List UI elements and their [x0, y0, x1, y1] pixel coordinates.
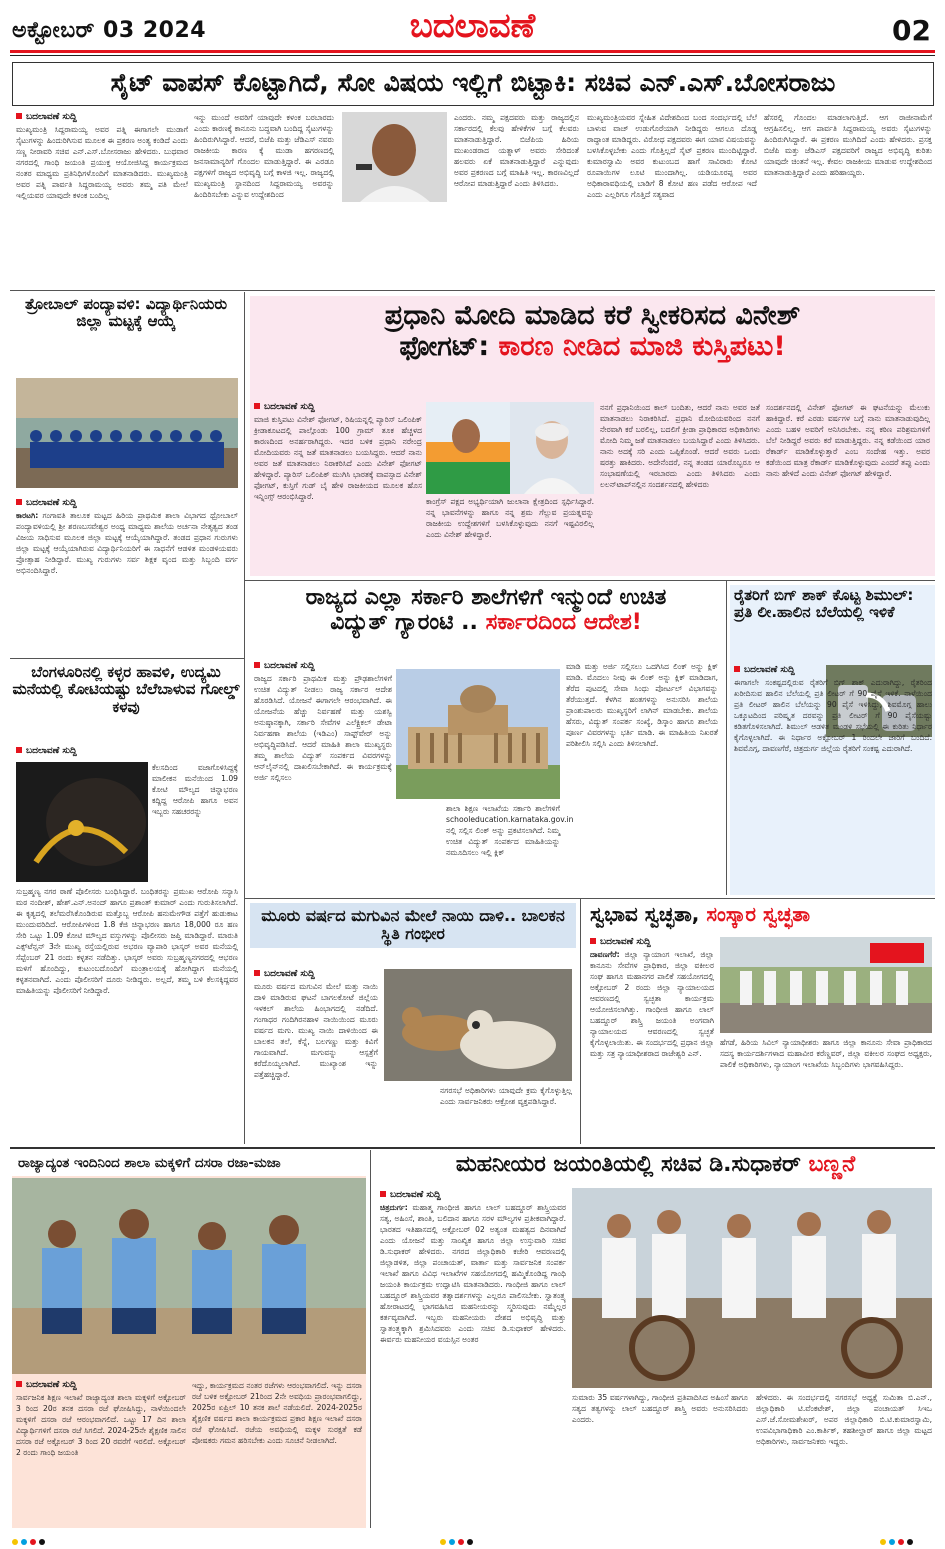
- footer-dots-center: [440, 1530, 476, 1540]
- story-headline[interactable]: ಸೈಟ್ ವಾಪಸ್ ಕೊಟ್ಟಾಗಿದೆ, ಸೋ ವಿಷಯ ಇಲ್ಲಿಗೆ ಬಿಟ್ಟಾಕಿ: ಸಚಿವ ಎನ್.ಎಸ್.ಬೋಸರಾಜು: [12, 62, 934, 106]
- minister-event-photo: [572, 1188, 932, 1388]
- children-photo: [12, 1178, 366, 1374]
- headline-highlight: ಬಣ್ಣನೆ: [808, 1152, 856, 1177]
- story-column: ಮಾಜಿ ಕುಸ್ತಿಪಟು ವಿನೇಶ್ ಫೋಗಟ್, ರಿಷಿಯನ್ನಲ್ಲಿ ಪ್ಯಾರಿಸ್ ಒಲಿಂಪಿಕ್ ಕ್ರೀಡಾಕೂಟದಲ್ಲಿ ಪಾಲ್ಗೊಂಡು 100 ಗ್ರಾಮ್ ತೂಕ ಹೆಚ್ಚಳದ ಕಾರಣದಿಂದ ಅನರ್ಹರಾಗಿದ್ದರು. ಇದರ ಬಳಿಕ ಪ್ರಧಾನಿ ನರೇಂದ್ರ ಮೋದಿಯವರು ನನ್ನ ಜತೆ ಮಾತನಾಡಲು ಬಯಸಿದ್ದರು. ಆದರೆ ನಾನು ಅವರ ಜತೆ ಮಾತನಾಡಲು ನಿರಾಕರಿಸಿದೆ ಎಂದು ವಿನೇಶ್ ಫೋಗಟ್ ಹೇಳಿದ್ದಾರೆ. ಪ್ಯಾರಿಸ್ ಒಲಿಂಪಿಕ್ ಮುಗಿಸಿ ಭಾರತಕ್ಕೆ ವಾಪಸ್ಸಾದ ವಿನೇಶ್ ಫೋಗಟ್, ಕುಸ್ತಿಗೆ ಗುಡ್ ಬೈ ಹೇಳಿ ರಾಜಕೀಯದ ಮೂಲಕ ಹೊಸ ಇನ್ನಿಂಗ್ಸ್ ಆರಂಭಿಸಿದ್ದಾರೆ.: [254, 415, 422, 501]
- story-dog-attack: [250, 903, 576, 1143]
- portrait-image: [342, 112, 447, 202]
- story-headline[interactable]: ತ್ರೋಬಾಲ್ ಪಂದ್ಯಾವಳಿ: ವಿದ್ಯಾರ್ಥಿನಿಯರು ಜಿಲ್ಲಾ ಮಟ್ಟಕ್ಕೆ ಆಯ್ಕೆ: [24, 295, 228, 331]
- story-column: ಸಾರ್ವಜನಿಕ ಶಿಕ್ಷಣ ಇಲಾಖೆ ರಾಜ್ಯಾದ್ಯಂತ ಶಾಲಾ ಮಕ್ಕಳಿಗೆ ಅಕ್ಟೋಬರ್ 3 ರಿಂದ 20ರ ತನಕ ದಸರಾ ರಜೆ ಘೋಷಿಸಿದ್ದು, ನಾಳೆಯಿಂದಲೇ ಮಕ್ಕಳಿಗೆ ದಸರಾ ರಜೆ ಆರಂಭವಾಗಲಿದೆ. ಒಟ್ಟು 17 ದಿನ ಶಾಲಾ ವಿದ್ಯಾರ್ಥಿಗಳಿಗೆ ದಸರಾ ರಜೆ ಸಿಗಲಿದೆ. 2024-25ನೇ ಶೈಕ್ಷಣಿಕ ಸಾಲಿನ ದಸರಾ ರಜೆ ಅಕ್ಟೋಬರ್ 3 ರಿಂದ 20 ರವರೆಗೆ ಇರಲಿದೆ. ಅಕ್ಟೋಬರ್ 2 ರಂದು ಗಾಂಧಿ ಜಯಂತಿ: [16, 1393, 186, 1457]
- byline: ಬದಲಾವಣೆ ಸುದ್ದಿ: [254, 661, 315, 671]
- story-headline[interactable]: ರೈತರಿಗೆ ಬಿಗ್ ಶಾಕ್ ಕೊಟ್ಟ ಶಿಮುಲ್: ಪ್ರತಿ ಲೀ.ಹಾಲಿನ ಬೆಲೆಯಲ್ಲಿ ಇಳಿಕೆ: [734, 586, 914, 622]
- section-divider: [10, 658, 244, 659]
- story-gandhi-jayanti: [376, 1152, 935, 1528]
- page-number: 02: [892, 14, 931, 47]
- politicians-image: [426, 402, 594, 494]
- byline: ಬದಲಾವಣೆ ಸುದ್ದಿ: [16, 746, 77, 756]
- footer-dots-left: [12, 1530, 48, 1540]
- dogs-photo: [384, 969, 572, 1081]
- headline-name: ಫೋಗಟ್:: [399, 331, 490, 363]
- students-image: [16, 378, 238, 488]
- story-body: ಸುಬ್ರಹ್ಮಣ್ಯ ನಗರ ಠಾಣೆ ಪೊಲೀಸರು ಬಂಧಿಸಿದ್ದಾರೆ. ಬಂಧಿತರನ್ನು ಪ್ರಮುಖ ಆರೋಪಿ ಸನ್ಯಾಸಿ ಮಠ ನಂದೀಶ್, ಹೇಶ್.ಎನ್.ಅನಂದ್ ಹಾಗೂ ಪ್ರಶಾಂತ್ ಕುಮಾರ್ ಎಂದು ಗುರುತಿಸಲಾಗಿದೆ. ಈ ಕೃತ್ಯದಲ್ಲಿ ತಲೆಮರೆಸಿಕೊಂಡಿರುವ ಮತ್ತೊಬ್ಬ ಆರೋಪಿ ಹನುಮೇಗೌಡ ಪತ್ತೆಗೆ ಹುಡುಕಾಟ ಮುಂದುವರಿದಿದೆ. ಆರೋಪಿಗಳಿಂದ 1.8 ಕೆಜಿ ಚಿನ್ನಾಭರಣ ಹಾಗೂ 18,000 ರೂ ಹಣ ಸೇರಿ ಒಟ್ಟು 1.09 ಕೋಟಿ ಮೌಲ್ಯದ ವಸ್ತುಗಳನ್ನು ಪೊಲೀಸರು ಜಪ್ತಿ ಮಾಡಿದ್ದಾರೆ. ಮಾರುತಿ ಎಕ್ಸ್‌ಟೆನ್ಷನ್ 3ನೇ ಮುಖ್ಯ ರಸ್ತೆಯಲ್ಲಿರುವ ಅಭರಣ ವ್ಯಾಪಾರಿ ಭಾಸ್ಕರ್ ಅವರ ಮನೆಯಲ್ಲಿ ಸೆಪ್ಟೆಂಬರ್ 21 ರಂದು ಕಳ್ಳತನ ನಡೆದಿತ್ತು. ಭಾಸ್ಕರ್ ಅವರು ಸುಬ್ರಹ್ಮಣ್ಯನಗರದಲ್ಲಿ ಆಭರಣ ಮಳಿಗೆ ಹೊಂದಿದ್ದು, ಕುಟುಂಬದೊಂದಿಗೆ ಮಂತ್ರಾಲಯಕ್ಕೆ ಹೋಗಿದ್ದಾಗ ಮನೆಯಲ್ಲಿ ಕಳ್ಳತನವಾಗಿದೆ. ಎಂದು ಪೊಲೀಸರಿಗೆ ದೂರು ನೀಡಿದ್ದರು. ಅಲ್ಲದೆ, ತಮ್ಮ ಬಳಿ ಕೆಲಸಕ್ಕಿದ್ದವರ ಮಾಹಿತಿಯನ್ನು ಪೊಲೀಸರಿಗೆ ನೀಡಿದ್ದಾರೆ.: [16, 887, 238, 995]
- column-divider: [726, 580, 727, 895]
- header-rule: [10, 50, 935, 53]
- image-caption: ನಗರಸಭೆ ಅಧಿಕಾರಿಗಳು ಯಾವುದೇ ಕ್ರಮ ಕೈಗೊಳ್ಳುತ್ತಿಲ್ಲ ಎಂದು ಸಾರ್ವಜನಿಕರು ಆಕ್ರೋಶ ವ್ಯಕ್ತಪಡಿಸಿದ್ದಾರೆ.: [440, 1086, 572, 1106]
- story-headline[interactable]: [376, 1152, 935, 1177]
- story-column: ಕೆಲಸದಿಂದ ವಜಾಗೊಳಿಸಿದ್ದಕ್ಕೆ ಮಾಲೀಕನ ಮನೆಯಿಂದ 1.09 ಕೋಟಿ ಮೌಲ್ಯದ ಚಿನ್ನಾಭರಣ ಕದ್ದಿದ್ದ ಆರೋಪಿ ಹಾಗೂ ಅವನ ಇಬ್ಬರು ಸಹಚರರನ್ನು: [152, 763, 238, 816]
- headline-line1: ಪ್ರಧಾನಿ ಮೋದಿ ಮಾಡಿದ ಕರೆ ಸ್ವೀಕರಿಸದ ವಿನೇಶ್: [384, 300, 801, 331]
- story-column: ಇನ್ನು ಮುಂದೆ ಅವರಿಗೆ ಯಾವುದೇ ಕಳಂಕ ಬರಬಾರದು ಎಂದು ಕಾರಣಕ್ಕೆ ಕಾನೂನು ಬದ್ಧವಾಗಿ ಬಂದಿದ್ದ ಸೈಟುಗಳನ್ನು ಹಿಂದಿರುಗಿಸಿದ್ದಾರೆ. ಆದರೆ, ಬಿಜೆಪಿ ಮತ್ತು ಜೆಡಿಎಸ್ ನವರು ರಾಜಕೀಯ ಕಾರಣ ಕ್ಕೆ ಮುಡಾ ಹಗರಣದಲ್ಲಿ ಜನಸಾಮಾನ್ಯರಿಗೆ ಗೊಂದಲ ಮಾಡುತ್ತಿದ್ದಾರೆ. ಈ ಎರಡೂ ಪಕ್ಷಗಳಿಗೆ ರಾಜ್ಯದ ಅಭಿವೃದ್ಧಿ ಬಗ್ಗೆ ಕಾಳಜಿ ಇಲ್ಲ. ರಾಜ್ಯದಲ್ಲಿ ಮುಖ್ಯಮಂತ್ರಿ ಸ್ಥಾನದಿಂದ ಸಿದ್ದರಾಮಯ್ಯ ಅವರನ್ನು ಹಿಂದಿರಿಸಬೇಕು ಎನ್ನುವ ಉದ್ದೇಶದಿಂದ: [194, 113, 334, 199]
- story-headline[interactable]: [590, 903, 935, 926]
- story-swachhata: [586, 903, 935, 1143]
- masthead-title: ಬದಲಾವಣೆ: [409, 6, 536, 46]
- cleaning-photo: [720, 937, 932, 1033]
- dateline: ಚಿತ್ರದುರ್ಗ:: [380, 1203, 408, 1212]
- story-throwball: [12, 296, 240, 656]
- image-caption: ಶಾಲಾ ಶಿಕ್ಷಣ ಇಲಾಖೆಯ ಸರ್ಕಾರಿ ಶಾಲೆಗಳಿಗೆ schooleducation.karnataka.gov.in ನಲ್ಲಿ ಸಲ್ಲಿಸ ಲಿಂಕ್ ಅನ್ನು ಪ್ರಕಟಿಸಲಾಗಿದೆ. ನಿಮ್ಮ ಉಚಿತ ವಿದ್ಯುತ್ ಸಂಪರ್ಕದ ಮಾಹಿತಿಯನ್ನು ನಮೂದಿಸಲು ಇಲ್ಲಿ ಕ್ಲಿಕ್: [446, 804, 574, 857]
- byline: ಬದಲಾವಣೆ ಸುದ್ದಿ: [254, 969, 315, 979]
- story-bosaraju: [12, 62, 934, 287]
- story-column: ಮಾಡಿ ಮತ್ತು ಅರ್ಜಿ ಸಲ್ಲಿಸಲು ಒದಗಿಸಿದ ಲಿಂಕ್ ಅನ್ನು ಕ್ಲಿಕ್ ಮಾಡಿ. ಮೊದಲು ನೀವು ಈ ಲಿಂಕ್ ಅನ್ನು ಕ್ಲಿಕ್ ಮಾಡಿದಾಗ, ತೆರೆದ ಪುಟದಲ್ಲಿ ಸೇವಾ ಸಿಂಧು ಪೋರ್ಟಲ್ ವಿಭಾಗವನ್ನು ತೆರೆಯುತ್ತದೆ. ಕೆಳಗಿನ ಹಂತಗಳನ್ನು ಅನುಸರಿಸಿ ಶಾಲೆಯ ಪ್ರಾಂಶುಪಾಲರು ಮುಖ್ಯಸ್ಥರಿಗೆ ಲಾಗಿನ್ ಮಾಡಬೇಕು. ಶಾಲೆಯ ಹೆಸರು, ವಿದ್ಯುತ್ ಸಂಪರ್ಕ ಸಂಖ್ಯೆ, ಡಿಸ್ಕಾಂ ಹಾಗೂ ಶಾಲೆಯ ಪೂರ್ಣ ವಿವರಗಳನ್ನು ಭರ್ತಿ ಮಾಡಿ. ಈ ಮಾಹಿತಿಯ ನಿಖರತೆ ಪರಿಶೀಲಿಸಿ ಸಲ್ಲಿಸಿ ಎಂದು ತಿಳಿಸಲಾಗಿದೆ.: [566, 662, 718, 748]
- section-divider: [244, 580, 935, 581]
- section-divider: [10, 1147, 935, 1149]
- column-divider: [244, 292, 245, 1144]
- headline-line2: [250, 331, 935, 362]
- vidhana-soudha-photo: [396, 669, 560, 799]
- byline: ಬದಲಾವಣೆ ಸುದ್ದಿ: [16, 112, 77, 122]
- headline-line1: ರಾಜ್ಯದ ಎಲ್ಲಾ ಸರ್ಕಾರಿ ಶಾಲೆಗಳಿಗೆ ಇನ್ಮುಂದೆ ಉಚಿತ: [305, 585, 667, 610]
- byline: ಬದಲಾವಣೆ ಸುದ್ದಿ: [16, 1380, 77, 1390]
- byline: ಬದಲಾವಣೆ ಸುದ್ದಿ: [380, 1190, 441, 1200]
- story-headline[interactable]: ಮೂರು ವರ್ಷದ ಮಗುವಿನ ಮೇಲೆ ನಾಯಿ ದಾಳಿ.. ಬಾಲಕನ ಸ್ಥಿತಿ ಗಂಭೀರ: [250, 903, 576, 948]
- charaka-event-image: [572, 1188, 932, 1388]
- story-column: ಮುಖ್ಯಮಂತ್ರಿಯವರ ಸ್ನೇಹಿತ ವಿದೇಶದಿಂದ ಬಂದ ಸಂದರ್ಭದಲ್ಲಿ ಬೆಲೆ ಬಾಳುವ ವಾಚ್ ಉಡುಗೊರೆಯಾಗಿ ನೀಡಿದ್ದರು ಆಗಲೂ ದೊಡ್ಡ ರಾದ್ಧಾಂತ ಮಾಡಿದ್ದರು. ವಿರೋಧ ಪಕ್ಷದವರು ಈಗ ಯಾವ ವಿಷಯವನ್ನು ಬಳಸಿಕೊಳ್ಳಬೇಕು ಎಂದು ಗೊತ್ತಿಲ್ಲದೆ ಸೈಟ್ ಪ್ರಕರಣ ಮುಂದಿಟ್ಟಿದ್ದಾರೆ. ಕುಮಾರಸ್ವಾಮಿ ಅವರ ಕುಟುಂಬದ ಹಾಗೆ ಸಾವಿರಾರು ಕೋಟಿ ರೂಪಾಯಿಗಳ ಲೂಟಿ ಮುಂದಾಗಿಲ್ಲ. ಯಡಿಯೂರಪ್ಪ ಅವರ ಅಧಿಕಾರಾವಧಿಯಲ್ಲಿ ಬಾಡಿಗೆ 8 ಕೋಟಿ ಹಣ ಪಡೆದ ಆರೋಪ ಇದೆ ಎಂದು ಎಲ್ಲರಿಗೂ ಗೊತ್ತಿದೆ ಸತ್ಯವಾದ: [587, 113, 757, 199]
- story-column: ಹೆಗಡೆ, ಹಿರಿಯ ಸಿವಿಲ್ ನ್ಯಾಯಾಧೀಶರು ಹಾಗೂ ಜಿಲ್ಲಾ ಕಾನೂನು ಸೇವಾ ಪ್ರಾಧಿಕಾರದ ಸದಸ್ಯ ಕಾರ್ಯದರ್ಶಿಗಳಾದ ಮಹಾವೀರ ಕರೆಣ್ಣವರ್, ಜಿಲ್ಲಾ ವಕೀಲರ ಸಂಘದ ಅಧ್ಯಕ್ಷರು, ಪಾಲಿಕೆ ಅಧಿಕಾರಿಗಳು, ನ್ಯಾಯಾಂಗ ಇಲಾಖೆಯ ಸಿಬ್ಬಂದಿಗಳು ಭಾಗವಹಿಸಿದ್ದರು.: [720, 1038, 932, 1069]
- story-headline[interactable]: ರಾಜ್ಯಾದ್ಯಂತ ಇಂದಿನಿಂದ ಶಾಲಾ ಮಕ್ಕಳಿಗೆ ದಸರಾ ರಜಾ-ಮಜಾ: [12, 1152, 366, 1176]
- story-column: ಹೇಳಿದರು. ಈ ಸಂದರ್ಭದಲ್ಲಿ ನಗರಸಭೆ ಅಧ್ಯಕ್ಷೆ ಸುಮಿತಾ ಬಿ.ಎನ್., ಜಿಲ್ಲಾಧಿಕಾರಿ ಟಿ.ವೆಂಕಟೇಶ್, ಜಿಲ್ಲಾ ಪಂಚಾಯತ್ ಸಿಇಒ ಎಸ್.ಜೆ.ಸೋಮಶೇಖರ್, ಅಪರ ಜಿಲ್ಲಾಧಿಕಾರಿ ಬಿ.ಟಿ.ಕುಮಾರಸ್ವಾಮಿ, ಉಪವಿಭಾಗಾಧಿಕಾರಿ ಎಂ.ಕಾರ್ತಿಕ್, ತಹಶೀಲ್ದಾರ್ ಹಾಗೂ ಜಿಲ್ಲಾ ಮಟ್ಟದ ಅಧಿಕಾರಿಗಳು, ಸಾರ್ವಜನಿಕರು ಇದ್ದರು.: [756, 1393, 932, 1446]
- headline-highlight: ಸರ್ಕಾರದಿಂದ ಆದೇಶ!: [485, 610, 642, 636]
- byline: ಬದಲಾವಣೆ ಸುದ್ದಿ: [254, 402, 315, 412]
- header-rule-thin: [10, 55, 935, 56]
- gold-photo: [16, 762, 148, 882]
- story-column: ಕಾಂಗ್ರೆಸ್ ಪಕ್ಷದ ಅಭ್ಯರ್ಥಿಯಾಗಿ ಜುಲಾನಾ ಕ್ಷೇತ್ರದಿಂದ ಸ್ಪರ್ಧಿಸಿದ್ದಾರೆ. ನನ್ನ ಭಾವನೆಗಳನ್ನು ಹಾಗೂ ನನ್ನ ಶ್ರಮ ಗೆಲ್ಲುವ ಪ್ರಯತ್ನವನ್ನು ರಾಜಕೀಯ ಉದ್ದೇಶಗಳಿಗೆ ಬಳಸಿಕೊಳ್ಳುವುದು ನನಗೆ ಇಷ್ಟವಿರಲಿಲ್ಲ ಎಂದು ವಿನೇಶ್ ಹೇಳಿದ್ದಾರೆ.: [426, 497, 594, 539]
- story-milk-price: [730, 585, 935, 895]
- story-vinesh: [250, 296, 935, 576]
- gold-jewellery-image: [16, 762, 148, 882]
- byline: ಬದಲಾವಣೆ ಸುದ್ದಿ: [590, 937, 651, 947]
- story-column: ಇದ್ದು, ಕಾರ್ಯಕ್ರಮದ ನಂತರ ರಜೆಗಳು ಆರಂಭವಾಗಲಿದೆ. ಇನ್ನು ದಸರಾ ರಜೆ ಬಳಿಕ ಅಕ್ಟೋಬರ್ 21ರಿಂದ 2ನೇ ಅವಧಿಯ ಪ್ರಾರಂಭವಾಗಲಿದ್ದು, 2025ರ ಏಪ್ರಿಲ್ 10 ತನಕ ಶಾಲೆ ನಡೆಯಲಿದೆ. 2024-2025ರ ಶೈಕ್ಷಣಿಕ ವರ್ಷದ ಶಾಲಾ ಕಾರ್ಯಕ್ರಮದ ಪ್ರಕಾರ ಶಿಕ್ಷಣ ಇಲಾಖೆ ದಸರಾ ರಜೆ ಘೋಷಿಸಿದೆ. ರಜೆಯ ಅವಧಿಯಲ್ಲಿ ಮಕ್ಕಳ ಸುರಕ್ಷತೆ ಕಡೆ ಪೋಷಕರು ಗಮನ ಹರಿಸಬೇಕು ಎಂದು ಸೂಚನೆ ನೀಡಲಾಗಿದೆ.: [192, 1381, 362, 1445]
- stray-dogs-image: [384, 969, 572, 1081]
- story-column: [380, 1202, 566, 1524]
- footer-dots-right: [880, 1530, 916, 1540]
- story-column: ಮುಖ್ಯಮಂತ್ರಿ ಸಿದ್ದರಾಮಯ್ಯ ಅವರ ಪತ್ನಿ ಈಗಾಗಲೇ ಮುಡಾಗೆ ಸೈಟುಗಳನ್ನು ಹಿಂದುರಿಗಿಸುವ ಮೂಲಕ ಈ ಪ್ರಕರಣ ಅಂತ್ಯ ಕಂಡಿದೆ ಎಂದು ಸಣ್ಣ ನೀರಾವರಿ ಸಚಿವ ಎನ್.ಎಸ್.ಬೋಸರಾಜು ಹೇಳಿದರು. ಬುಧವಾರ ನಗರದಲ್ಲಿ ಗಾಂಧಿ ಜಯಂತಿ ಪ್ರಯುಕ್ತ ಆಯೋಜಿಸಿದ್ದ ಕಾರ್ಯಕ್ರಮದ ನಂತರ ಮಾಧ್ಯಮ ಪ್ರತಿನಿಧಿಗಳೊಂದಿಗೆ ಮಾತನಾಡಿದರು. ಮುಖ್ಯಮಂತ್ರಿ ಅವರ ಪತ್ನಿ ಪಾರ್ವತಿ ಸಿದ್ದರಾಮಯ್ಯ ಅವರು ತಮ್ಮ ಪತಿ ಮೇಲೆ ಇಲ್ಲಿಯವರ ಯಾವುದೇ ಕಳಂಕ ಬಂದಿಲ್ಲ: [16, 125, 188, 200]
- section-divider: [244, 898, 935, 899]
- story-column: ಎಂದರು. ನಮ್ಮ ಪಕ್ಷದವರು ಮತ್ತು ರಾಜ್ಯದಲ್ಲಿನ ಸರ್ಕಾರದಲ್ಲಿ ಕೆಲವು ಹೇಳಿಕೆಗಳ ಬಗ್ಗೆ ಕೆಲವರು ಮಾತನಾಡುತ್ತಿದ್ದಾರೆ. ಬಿಜೆಪಿಯ ಹಿರಿಯ ಮುಖಂಡರಾದ ಯತ್ನಾಳ್ ಅವರು ಸೇರಿದಂತೆ ಹಲವರು ಏಕೆ ಮಾತನಾಡುತ್ತಿದ್ದಾರೆ ಎನ್ನುವುದು ಅವರ ಪ್ರಕರಣದ ಬಗ್ಗೆ ಮಾಹಿತಿ ಇಲ್ಲ. ಕಾರಣವಿಲ್ಲದೆ ಆರೋಪ ಮಾಡುತ್ತಿದ್ದಾರೆ ಎಂದು ತಿಳಿಸಿದರು.: [454, 113, 579, 188]
- column-divider: [370, 1150, 371, 1528]
- minister-photo: [342, 112, 447, 202]
- dateline: ಕಾರಟಗಿ:: [16, 511, 39, 520]
- issue-date: ಅಕ್ಟೋಬರ್ 03 2024: [12, 18, 207, 43]
- story-free-electricity: [250, 585, 722, 895]
- cleanliness-drive-image: [720, 937, 932, 1033]
- story-column: ಸುಮಾರು 35 ವರ್ಷಗಳಾಗಿದ್ದು, ಗಾಂಧೀಜಿ ಪ್ರತಿಪಾದಿಸಿದ ಅಹಿಂಸೆ ಹಾಗೂ ಸತ್ಯದ ತತ್ವಗಳನ್ನು ಲಾಲ್ ಬಹದ್ದೂರ್ ಶಾಸ್ತ್ರಿ ಅವರು ಅನುಸರಿಸಿದರು ಎಂದರು.: [572, 1393, 748, 1424]
- headline-highlight: ಸಂಸ್ಕಾರ ಸ್ವಚ್ಛತಾ: [706, 902, 811, 926]
- story-body: [16, 510, 238, 652]
- headline-main: ವಿದ್ಯುತ್ ಗ್ಯಾರಂಟಿ ..: [330, 610, 486, 636]
- story-body: ಈಗಾಗಲೇ ಸಂಕಷ್ಟದಲ್ಲಿರುವ ರೈತರಿಗೆ ಬಿಗ್ ಶಾಕ್ ಎದುರಾಗಿದ್ದು, ರೈತರಿಂದ ಖರೀದಿಸುವ ಹಾಲಿನ ಬೆಲೆಯಲ್ಲಿ ಪ್ರತಿ ಲೀಟರ್ ಗೆ 90 ಪೈಸೆ ಇಳಿಕೆ. ನಾಳೆಯಿಂದ ಪ್ರತಿ ಲೀಟರ್ ಹಾಲಿನ ಬೆಲೆಯನ್ನು 90 ಪೈಸೆ ಇಳಿಸಿದ್ದು, ಶಿವಮೊಗ್ಗ ಹಾಲು ಒಕ್ಕೂಟದಿಂದ ಪರಿಷ್ಕೃತ ದರವನ್ನು ಪ್ರತಿ ಲೀಟರ್ ಗೆ 90 ಪೈಸೆಯಷ್ಟು ಕಡಿತಗೊಳಿಸಲಾಗಿದೆ. ಶಿಮುಲ್ ಆಡಳಿತ ಮಂಡಳಿ ಸಭೆಯಲ್ಲಿ ಈ ಕುರಿತು ನಿರ್ಧಾರ ಕೈಗೊಳ್ಳಲಾಗಿದೆ. ಈ ನಿರ್ಧಾರ ಅಕ್ಟೋಬರ್ 1 ರಿಂದಲೇ ಜಾರಿಗೆ ಬಂದಿದೆ. ಶಿವಮೊಗ್ಗ, ದಾವಣಗೆರೆ, ಚಿತ್ರದುರ್ಗ ಜಿಲ್ಲೆಯ ರೈತರಿಗೆ ಸಂಕಷ್ಟ ಎದುರಾಗಿದೆ.: [734, 678, 932, 753]
- story-text: ಜಿಲ್ಲಾ ನ್ಯಾಯಾಂಗ ಇಲಾಖೆ, ಜಿಲ್ಲಾ ಕಾನೂನು ಸೇವೆಗಳ ಪ್ರಾಧಿಕಾರ, ಜಿಲ್ಲಾ ವಕೀಲರ ಸಂಘ ಹಾಗೂ ಮಹಾನಗರ ಪಾಲಿಕೆ ಸಹಯೋಗದಲ್ಲಿ ಅಕ್ಟೋಬರ್ 2 ರಂದು ಜಿಲ್ಲಾ ನ್ಯಾಯಾಲಯದ ಆವರಣದಲ್ಲಿ ಸ್ವಚ್ಛತಾ ಕಾರ್ಯಕ್ರಮ ಆಯೋಜಿಸಲಾಗಿತ್ತು. ಗಾಂಧೀಜಿ ಹಾಗೂ ಲಾಲ್ ಬಹದ್ದೂರ್ ಶಾಸ್ತ್ರಿ ಜಯಂತಿ ಅಂಗವಾಗಿ ನ್ಯಾಯಾಲಯದ ಆವರಣದಲ್ಲಿ ಸ್ವಚ್ಛತೆ ಕೈಗೊಳ್ಳಲಾಯಿತು. ಈ ಸಂದರ್ಭದಲ್ಲಿ ಪ್ರಧಾನ ಜಿಲ್ಲಾ ಮತ್ತು ಸತ್ರ ನ್ಯಾಯಾಧೀಶರಾದ ರಾಜೇಶ್ವರಿ ಎನ್.: [590, 950, 714, 1058]
- dateline: ದಾವಣಗೆರೆ:: [590, 950, 620, 959]
- section-divider: [10, 290, 935, 291]
- story-column: ನನಗೆ ಪ್ರಧಾನಿಯಿಂದ ಕಾಲ್ ಬಂದಿತು, ಆದರೆ ನಾನು ಅವರ ಜತೆ ಮಾತನಾಡಲು ನಿರಾಕರಿಸಿದೆ. ಪ್ರಧಾನಿ ಮೋದಿಯವರಿಂದ ನನಗೆ ನೇರವಾಗಿ ಕರೆ ಬರಲಿಲ್ಲ, ಬದಲಿಗೆ ಕ್ರೀಡಾ ಪ್ರಾಧಿಕಾರದ ಅಧಿಕಾರಿಗಳು ಮೋದಿ ನಿಮ್ಮ ಜತೆ ಮಾತನಾಡಲು ಬಯಸಿದ್ದಾರೆ ಎಂದು ತಿಳಿಸಿದರು. ನಾನು ಅದಕ್ಕೆ ಸರಿ ಎಂದು ಒಪ್ಪಿಕೊಂಡೆ. ಆದರೆ ಅವರು ಒಂದು ಷರತ್ತು ಹಾಕಿದರು. ಅದೇನೆಂದರೆ, ನನ್ನ ತಂಡದ ಯಾರೊಬ್ಬರೂ ಆ ಸಂಭಾಷಣೆಯಲ್ಲಿ ಇರಬಾರದು ಎಂದು ತಿಳಿಸಿದರು ಎಂದು ಲಲನ್‌ಟಾಪ್‌ನಲ್ಲಿನ ಸಂದರ್ಶನದಲ್ಲಿ ಹೇಳಿದರು: [600, 403, 760, 489]
- story-body: ಮೂರು ವರ್ಷದ ಮಗುವಿನ ಮೇಲೆ ಮತ್ತು ನಾಯಿ ದಾಳಿ ಮಾಡಿರುವ ಘಟನೆ ಬಾಗಲಕೋಟೆ ಜಿಲ್ಲೆಯ ಇಳಕಲ್ ಶಾಲೆಯ ಹಿಂಭಾಗದಲ್ಲಿ ನಡೆದಿದೆ. ಗಂಗಾಧರ ಗಂದಿಗಿರನಹಾಳ ನಾಯಿಯಿಂದ ಮೂರು ವರ್ಷದ ಮಗು. ಮುಖ್ಯ ನಾಯಿ ದಾಳಿಯಿಂದ ಈ ಬಾಲಕನ ತಲೆ, ಕೆನ್ನೆ, ಬಲಗಣ್ಣು ಮತ್ತು ಕಿವಿಗೆ ಗಾಯವಾಗಿದೆ. ಮಗುವನ್ನು ಆಸ್ಪತ್ರೆಗೆ ಕರೆದೊಯ್ಯಲಾಗಿದೆ. ಮುಖ್ಯಾಂಶ ಇನ್ನು ಪತ್ತೆಹಚ್ಚಿದ್ದಾರೆ.: [254, 982, 378, 1079]
- byline: ಬದಲಾವಣೆ ಸುದ್ದಿ: [16, 498, 77, 508]
- story-headline[interactable]: [250, 300, 935, 362]
- story-column: [590, 949, 714, 1139]
- headline-main: ಮಹನೀಯರ ಜಯಂತಿಯಲ್ಲಿ ಸಚಿವ ಡಿ.ಸುಧಾಕರ್: [455, 1152, 809, 1177]
- building-image: [396, 669, 560, 799]
- running-children-image: [12, 1178, 366, 1374]
- headline-line2: [250, 610, 722, 635]
- headline-highlight: ಕಾರಣ ನೀಡಿದ ಮಾಜಿ ಕುಸ್ತಿಪಟು!: [489, 331, 786, 363]
- story-gold-theft: [12, 664, 240, 1144]
- team-photo: [16, 378, 238, 488]
- headline-main: ಸ್ವಭಾವ ಸ್ವಚ್ಛತಾ,: [590, 902, 707, 926]
- story-headline[interactable]: ಬೆಂಗಳೂರಿನಲ್ಲಿ ಕಳ್ಳರ ಹಾವಳಿ, ಉದ್ಯಮಿ ಮನೆಯಲ್ಲಿ ಕೋಟಿಯಷ್ಟು ಬೆಲೆಬಾಳುವ ಗೋಲ್ಡ್ ಕಳವು: [12, 663, 240, 716]
- story-column: ಹೆಸರಲ್ಲಿ ಗೊಂದಲ ಮಾಡಲಾಗುತ್ತಿದೆ. ಆಗ ರಾಜೀನಾಮೆಗೆ ಆಗ್ರಹಿಸಲಿಲ್ಲ. ಆಗ ಪಾರ್ವತಿ ಸಿದ್ದರಾಮಯ್ಯ ಅವರು ಸೈಟುಗಳನ್ನು ಹಿಂದಿರುಗಿಸಿದ್ದಾರೆ. ಈ ಪ್ರಕರಣ ಮುಗಿದಿದೆ ಎಂದು ಹೇಳಿದರು. ಪ್ರಸಕ್ತ ಬಿಜೆಪಿ ಮತ್ತು ಜೆಡಿಎಸ್ ಪಕ್ಷದವರಿಗೆ ರಾಜ್ಯದ ಅಭಿವೃದ್ಧಿ ಕುರಿತು ಯಾವುದೇ ಚಿಂತನೆ ಇಲ್ಲ. ಕೇವಲ ರಾಜಕೀಯ ಮಾಡುವ ಉದ್ದೇಶದಿಂದ ಮಾತನಾಡುತ್ತಿದ್ದಾರೆ ಎಂದು ಹರಿಹಾಯ್ದರು.: [764, 113, 932, 177]
- story-headline[interactable]: [250, 585, 722, 636]
- byline: ಬದಲಾವಣೆ ಸುದ್ದಿ: [734, 665, 795, 675]
- story-text: ಗಂಗಾವತಿ ತಾಲೂಕ ಮಟ್ಟದ ಹಿರಿಯ ಪ್ರಾಥಮಿಕ ಶಾಲಾ ವಿಭಾಗದ ಥ್ರೋಬಾಲ್ ಪಂದ್ಯಾವಳಿಯಲ್ಲಿ ಶ್ರೀ ಶರಣಬಸವೇಶ್ವರ ಅಂಧ್ಯ ಮಾಧ್ಯಮ ಶಾಲೆಯ ಅರ್ಚನಾ ನೇತೃತ್ವದ ತಂಡ ವಿಜಯ ಸಾಧಿಸುವ ಮೂಲಕ ಜಿಲ್ಲಾ ಮಟ್ಟಕ್ಕೆ ಆಯ್ಕೆಯಾಗಿದ್ದಾರೆ. ತಂಡದ ಪ್ರಧಾನ ಗುರುಗಳು ಜಿಲ್ಲಾ ಮಟ್ಟಕ್ಕೆ ಆಯ್ಕೆಯಾಗಿರುವ ವಿದ್ಯಾರ್ಥಿನಿಯರಿಗೆ ಈ ಸಾಧನೆಗೆ ಆಡಳಿತ ಮಂಡಳಿಯವರು ಪ್ರೋತ್ಸಾಹ ನೀಡಿದ್ದಾರೆ. ಮುಖ್ಯ ಗುರುಗಳು ಸರ್ವ ಶಿಕ್ಷಕ ವೃಂದ ಮತ್ತು ಸಿಬ್ಬಂದಿ ವರ್ಗ ಅಭಿನಂದಿಸಿದ್ದಾರೆ.: [16, 511, 238, 575]
- story-text: ಮಹಾತ್ಮ ಗಾಂಧೀಜಿ ಹಾಗೂ ಲಾಲ್ ಬಹದ್ದೂರ್ ಶಾಸ್ತ್ರಿಯವರ ಸತ್ಯ, ಅಹಿಂಸೆ, ಶಾಂತಿ, ಬಲಿದಾನ ಹಾಗೂ ಸರಳ ಮೌಲ್ಯಗಳ ಪ್ರತೀಕವಾಗಿದ್ದಾರೆ. ಭಾರತದ ಇತಿಹಾಸದಲ್ಲಿ ಅಕ್ಟೋಬರ್ 02 ಅತ್ಯಂತ ಮಹತ್ವದ ದಿನವಾಗಿದೆ ಎಂದು ಯೋಜನೆ ಮತ್ತು ಸಾಂಖ್ಯಿಕ ಹಾಗೂ ಜಿಲ್ಲಾ ಉಸ್ತುವಾರಿ ಸಚಿವ ಡಿ.ಸುಧಾಕರ್ ಹೇಳಿದರು. ನಗರದ ಜಿಲ್ಲಾಧಿಕಾರಿ ಕಚೇರಿ ಆವರಣದಲ್ಲಿ ಜಿಲ್ಲಾಡಳಿತ, ಜಿಲ್ಲಾ ಪಂಚಾಯತ್, ವಾರ್ತಾ ಮತ್ತು ಸಾರ್ವಜನಿಕ ಸಂಪರ್ಕ ಇಲಾಖೆ ಹಾಗೂ ವಿವಿಧ ಇಲಾಖೆಗಳ ಸಹಯೋಗದಲ್ಲಿ ಹಮ್ಮಿಕೊಂಡಿದ್ದ ಗಾಂಧಿ ಜಯಂತಿ ಕಾರ್ಯಕ್ರಮ ಉದ್ಘಾಟಿಸಿ ಮಾತನಾಡಿದರು. ಗಾಂಧೀಜಿ ಹಾಗೂ ಲಾಲ್ ಬಹದ್ದೂರ್ ಶಾಸ್ತ್ರಿಯವರ ತತ್ವಾದರ್ಶಗಳನ್ನು ಎಲ್ಲರೂ ಪಾಲಿಸಬೇಕು. ಸ್ವಾತಂತ್ರ್ಯ ಹೋರಾಟದಲ್ಲಿ ಭಾಗವಹಿಸಿದ ಮಹನೀಯರನ್ನು ಸ್ಮರಿಸುವುದು ನಮ್ಮೆಲ್ಲರ ಕರ್ತವ್ಯವಾಗಿದೆ. ಇಬ್ಬರು ಮಹನೀಯರು ದೇಶದ ಅಭಿವೃದ್ಧಿ ಮತ್ತು ಸ್ವಾತಂತ್ರ್ಯಕ್ಕಾಗಿ ಶ್ರಮಿಸಿದವರು ಎಂದು ಸಚಿವ ಡಿ.ಸುಧಾಕರ್ ಹೇಳಿದರು. ಈರ್ವರು ಮಹನೀಯರ ವಯಸ್ಸಿನ ಅಂತರ: [380, 1203, 566, 1344]
- vinesh-modi-photo: [426, 402, 594, 494]
- story-column: ಸಂದರ್ಶನದಲ್ಲಿ ವಿನೇಶ್ ಫೋಗಟ್ ಈ ಘಟನೆಯನ್ನು ಮೆಲುಕು ಹಾಕಿದ್ದಾರೆ. ಕರೆ ಎರಡು ವರ್ಷಗಳ ಬಗ್ಗೆ ನಾನು ಮಾತನಾಡುವುದಿಲ್ಲ ಎಂದು ಬಹಳ ಅವರಿಗೆ ಅನಿಸಿರಬೇಕು. ನನ್ನ ಕಠಿಣ ಪರಿಶ್ರಮಗಳಿಗೆ ಬೆಲೆ ನೀಡಿದ್ದರೆ ಅವರು ಕರೆ ಮಾಡುತ್ತಿದ್ದರು. ನನ್ನ ಕಡೆಯಿಂದ ಯಾರ ರೆಕಾರ್ಡ್ ಮಾಡಿಕೊಳ್ಳುತ್ತಾರೆ ಎಂಬ ಸಂದೇಹ ಇತ್ತು. ಅವರ ಕಡೆಯಿಂದ ಮಾತ್ರ ರೆಕಾರ್ಡ್ ಮಾಡಿಕೊಳ್ಳುವುದು ಎಂದರೆ ತಪ್ಪು ಎಂದು ನಾನು ಹೇಳಿದೆ ಎಂದು ವಿನೇಶ್ ಫೋಗಟ್ ಹೇಳಿದ್ದಾರೆ.: [766, 403, 930, 478]
- column-divider: [580, 898, 581, 1144]
- story-dasara-holiday: [12, 1152, 366, 1528]
- story-column: ರಾಜ್ಯದ ಸರ್ಕಾರಿ ಪ್ರಾಥಮಿಕ ಮತ್ತು ಪ್ರೌಢಶಾಲೆಗಳಿಗೆ ಉಚಿತ ವಿದ್ಯುತ್ ನೀಡಲು ರಾಜ್ಯ ಸರ್ಕಾರ ಆದೇಶ ಹೊರಡಿಸಿದೆ. ಯೋಜನೆ ಈಗಾಗಲೇ ಆರಂಭವಾಗಿದೆ. ಈ ಯೋಜನೆಯ ಹೆಚ್ಚು ನಿರ್ವಹಣೆ ಮತ್ತು ಯಶಸ್ವಿ ಅನುಷ್ಠಾನಕ್ಕಾಗಿ, ಸರ್ಕಾರಿ ಸೇವೆಗಳ ಎಲೆಕ್ಟ್ರಿಕಲ್ ಡೇಟಾ ನಿರ್ವಹಣಾ ಶಾಲೆಯ (ಇಡಿಎಂ) ಸಾಫ್ಟ್‌ವೇರ್ ಅನ್ನು ಅಭಿವೃದ್ಧಿಪಡಿಸಿದೆ. ಆದರೆ ಮಾಹಿತಿ ಶಾಲಾ ಮುಖ್ಯಸ್ಥರು ತಮ್ಮ ಶಾಲೆಯ ವಿದ್ಯುತ್ ಸಂಪರ್ಕದ ವಿವರಗಳನ್ನು ಆನ್‌ಲೈನ್‌ನಲ್ಲಿ ದಾಖಲಿಸಬೇಕಾಗಿದೆ. ಈ ಕಾರ್ಯಕ್ರಮಕ್ಕೆ ಅರ್ಜಿ ಸಲ್ಲಿಸಲು: [254, 674, 392, 782]
